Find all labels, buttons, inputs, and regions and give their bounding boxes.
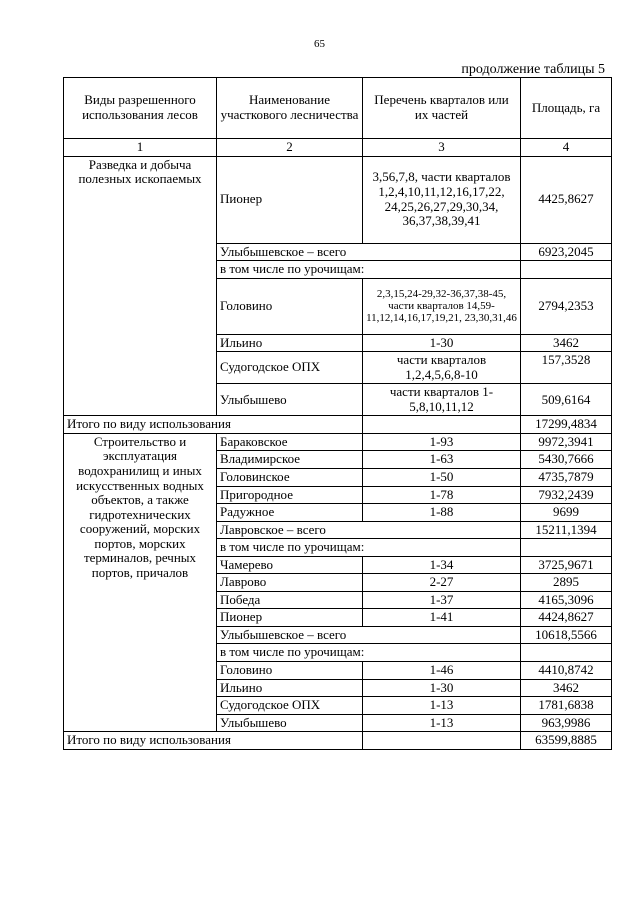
area-cell: 9699 xyxy=(521,504,612,522)
forestry-name-cell: Чамерево xyxy=(217,556,363,574)
use-type-cell: Разведка и добыча полезных ископаемых xyxy=(64,156,217,416)
empty-cell xyxy=(363,732,521,750)
area-cell: 3462 xyxy=(521,334,612,352)
area-cell: 509,6164 xyxy=(521,384,612,416)
forestry-name-cell: Ильино xyxy=(217,334,363,352)
header-area: Площадь, га xyxy=(521,78,612,139)
forest-use-table xyxy=(63,77,612,750)
total-area: 63599,8885 xyxy=(521,732,612,750)
quarters-cell: 1-88 xyxy=(363,504,521,522)
area-cell: 3725,9671 xyxy=(521,556,612,574)
header-quarters: Перечень кварталов или их частей xyxy=(363,78,521,139)
quarters-cell: 3,56,7,8, части кварталов 1,2,4,10,11,12,16,17,22, 24,25,26,27,29,30,34, 36,37,38,39,41 xyxy=(363,156,521,243)
total-row xyxy=(64,416,612,434)
table-row xyxy=(64,156,612,243)
header-use-type: Виды разрешенного использования лесов xyxy=(64,78,217,139)
area-cell: 157,3528 xyxy=(521,352,612,384)
column-number: 3 xyxy=(363,139,521,157)
total-label: Итого по виду использования xyxy=(64,416,363,434)
area-cell: 1781,6838 xyxy=(521,697,612,715)
area-cell: 2794,2353 xyxy=(521,278,612,334)
area-cell: 4735,7879 xyxy=(521,469,612,487)
column-number: 2 xyxy=(217,139,363,157)
forestry-name-cell: Радужное xyxy=(217,504,363,522)
header-forestry-name: Наименование участкового лесничества xyxy=(217,78,363,139)
quarters-cell: 1-93 xyxy=(363,433,521,451)
area-cell: 9972,3941 xyxy=(521,433,612,451)
quarters-cell: 1-46 xyxy=(363,662,521,680)
area-cell xyxy=(521,539,612,557)
forestry-name-cell: Лаврово xyxy=(217,574,363,592)
column-number: 4 xyxy=(521,139,612,157)
area-cell: 6923,2045 xyxy=(521,243,612,261)
forestry-name-cell: в том числе по урочищам: xyxy=(217,644,521,662)
total-area: 17299,4834 xyxy=(521,416,612,434)
forestry-name-cell: Пионер xyxy=(217,609,363,627)
quarters-cell: части кварталов 1,2,4,5,6,8-10 xyxy=(363,352,521,384)
quarters-cell: 1-13 xyxy=(363,714,521,732)
forestry-name-cell: в том числе по урочищам: xyxy=(217,261,521,279)
area-cell: 10618,5566 xyxy=(521,626,612,644)
area-cell: 963,9986 xyxy=(521,714,612,732)
table-continuation-label: продолжение таблицы 5 xyxy=(461,62,605,77)
area-cell xyxy=(521,644,612,662)
table-row xyxy=(64,433,612,451)
forestry-name-cell: Головино xyxy=(217,662,363,680)
forestry-name-cell: Пионер xyxy=(217,156,363,243)
forestry-name-cell: Улыбышево xyxy=(217,714,363,732)
forestry-name-cell: Победа xyxy=(217,591,363,609)
forestry-name-cell: Ильино xyxy=(217,679,363,697)
page-number: 65 xyxy=(314,38,325,50)
forestry-name-cell: Пригородное xyxy=(217,486,363,504)
quarters-cell: 1-34 xyxy=(363,556,521,574)
column-number-row xyxy=(64,139,612,157)
use-type-cell: Строительство и эксплуатация водохранилищ и иных искусственных водных объектов, а также гидротехнических сооружений, морских портов, морских терминалов, речных портов, причалов xyxy=(64,433,217,731)
quarters-cell: 1-63 xyxy=(363,451,521,469)
forestry-name-cell: Головино xyxy=(217,278,363,334)
quarters-cell: части кварталов 1-5,8,10,11,12 xyxy=(363,384,521,416)
quarters-cell: 1-13 xyxy=(363,697,521,715)
forestry-name-cell: Судогодское ОПХ xyxy=(217,697,363,715)
area-cell: 2895 xyxy=(521,574,612,592)
forestry-name-cell: в том числе по урочищам: xyxy=(217,539,521,557)
quarters-cell: 1-78 xyxy=(363,486,521,504)
forestry-name-cell: Улыбышевское – всего xyxy=(217,243,521,261)
area-cell: 7932,2439 xyxy=(521,486,612,504)
quarters-cell: 1-41 xyxy=(363,609,521,627)
forestry-name-cell: Лавровское – всего xyxy=(217,521,521,539)
quarters-cell: 1-37 xyxy=(363,591,521,609)
area-cell: 3462 xyxy=(521,679,612,697)
area-cell: 4425,8627 xyxy=(521,156,612,243)
forestry-name-cell: Бараковское xyxy=(217,433,363,451)
quarters-cell: 2-27 xyxy=(363,574,521,592)
table-header-row xyxy=(64,78,612,139)
area-cell: 4165,3096 xyxy=(521,591,612,609)
area-cell: 4424,8627 xyxy=(521,609,612,627)
area-cell: 5430,7666 xyxy=(521,451,612,469)
forestry-name-cell: Владимирское xyxy=(217,451,363,469)
forestry-name-cell: Улыбышевское – всего xyxy=(217,626,521,644)
quarters-cell: 1-30 xyxy=(363,334,521,352)
area-cell: 15211,1394 xyxy=(521,521,612,539)
quarters-cell: 1-50 xyxy=(363,469,521,487)
area-cell: 4410,8742 xyxy=(521,662,612,680)
total-label: Итого по виду использования xyxy=(64,732,363,750)
quarters-cell: 1-30 xyxy=(363,679,521,697)
forestry-name-cell: Судогодское ОПХ xyxy=(217,352,363,384)
area-cell xyxy=(521,261,612,279)
column-number: 1 xyxy=(64,139,217,157)
forestry-name-cell: Головинское xyxy=(217,469,363,487)
total-row xyxy=(64,732,612,750)
quarters-cell: 2,3,15,24-29,32-36,37,38-45, части кварталов 14,59-11,12,14,16,17,19,21, 23,30,31,46 xyxy=(363,278,521,334)
forestry-name-cell: Улыбышево xyxy=(217,384,363,416)
empty-cell xyxy=(363,416,521,434)
